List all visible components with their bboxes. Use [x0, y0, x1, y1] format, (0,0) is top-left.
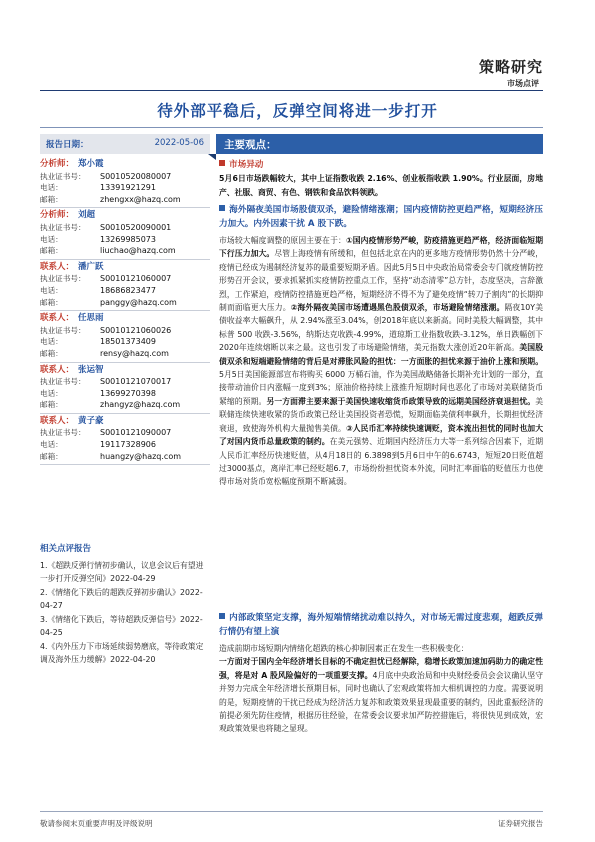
- email-address[interactable]: rensy@hazq.com: [100, 348, 169, 358]
- email-label: 邮箱：: [40, 246, 63, 256]
- analyst-name: 刘超: [78, 210, 96, 221]
- analyst-block: [40, 262, 210, 311]
- footer-divider: [40, 811, 543, 812]
- header-fold-decoration: [208, 154, 216, 160]
- email-address[interactable]: huangzy@hazq.com: [100, 451, 182, 461]
- red-square-icon: [219, 160, 225, 166]
- related-report-item[interactable]: 4.《内外压力下市场延续弱势磨底，等待政策定调及海外压力缓解》2022-04-20: [40, 642, 204, 664]
- main-points-header: [216, 134, 543, 154]
- analyst-name: 黄子豪: [78, 415, 104, 426]
- analyst-role-line: [40, 159, 210, 171]
- market-move-text: 5月6日市场跌幅较大，其中上证指数收跌 2.16%、创业板指收跌 1.90%。行业层面，房地产、社服、商贸、有色、钢铁和食品饮料领跌。: [219, 174, 543, 197]
- phone-number: 13699270398: [100, 388, 156, 398]
- analyst-block: [40, 159, 210, 208]
- related-report-item[interactable]: 3.《情绪化下跌后，等待超跌反弹信号》2022-04-25: [40, 615, 203, 637]
- cause-2-text: 隔夜10Y美债收益率大幅飙升，从 2.94%涨至3.04%，创2018年底以来新高。同时美股大幅调整，其中标普 500 收跌-3.56%，纳斯达克收跌-4.99%，道琼斯工业指数收跌-3.12%，单日跌幅创下2020年连续熔断以来之最。这也引发了市场避险情绪，美元指数大涨创近20年新高。: [219, 303, 543, 353]
- analyst-role-line: [40, 262, 210, 274]
- cert-label: 执业证书号：: [40, 325, 86, 335]
- related-reports-list: [40, 560, 210, 668]
- phone-number: 18501373409: [100, 337, 156, 347]
- recession-text: 美联储连续快速收紧的货币政策已经让美国投资者恐慌，短期面临美债利率飙升，长期担忧经济衰退，致使海外机构大量抛售美债。: [219, 396, 544, 433]
- analyst-block: [40, 210, 210, 259]
- main-points-heading: 主要观点：: [224, 139, 277, 151]
- email-address[interactable]: liuchao@hazq.com: [100, 246, 176, 256]
- phone-label: 电话：: [40, 183, 63, 193]
- analyst-divider: [40, 259, 210, 260]
- analyst-name: 张运智: [78, 364, 104, 375]
- analyst-role-line: [40, 210, 210, 222]
- report-date-value: 2022-05-06: [154, 138, 204, 148]
- analyst-role-line: [40, 313, 210, 325]
- report-subcategory: 市场点评: [507, 79, 539, 88]
- analyst-role: 联系人：: [40, 364, 75, 375]
- phone-label: 电话：: [40, 388, 63, 398]
- paragraph-policy: [219, 642, 543, 736]
- paragraph-causes: [219, 234, 543, 489]
- related-report-item[interactable]: 2.《情绪化下跌后的超跌反弹初步确认》2022-04-27: [40, 588, 203, 610]
- cert-label: 执业证书号：: [40, 377, 86, 387]
- analyst-block: [40, 365, 210, 414]
- analyst-divider: [40, 362, 210, 363]
- section-overseas-domestic: [219, 203, 543, 489]
- email-label: 邮箱：: [40, 348, 63, 358]
- cert-number: S0010520090001: [100, 222, 172, 232]
- email-label: 邮箱：: [40, 297, 63, 307]
- analyst-name: 郑小霞: [78, 159, 104, 169]
- cert-number: S0010520080007: [100, 171, 172, 181]
- stagflation-bold: 美国股债双杀和短端避险情绪的背后是对滞胀风险的担忧：一方面胀的担忧来源于油价上涨和预期。: [219, 343, 544, 366]
- phone-label: 电话：: [40, 285, 63, 295]
- section-title-policy: 内部政策坚定支撑，海外短端情绪扰动难以持久，对市场无需过度悲观，超跌反弹行情仍有望上演: [219, 613, 543, 637]
- cause-2-bold: ②海外隔夜美国市场遭遇黑色股债双杀，市场避险情绪涨潮。: [290, 303, 505, 313]
- cause-1-bold: ①国内疫情形势严峻，防疫措施更趋严格，经济面临短期下行压力加大。: [219, 236, 544, 259]
- cause-3-bold: ③人民币汇率持续快速调贬，资本流出担忧的同时也加大了对国内货币总量政策的制约。: [219, 423, 544, 447]
- analyst-role: 联系人：: [40, 415, 75, 426]
- analyst-name: 任思雨: [78, 313, 104, 324]
- policy-text: 4月底中央政治局和中央财经委员会会议确认坚守并努力完成全年经济增长预期目标，同时也确认了宏观政策将加大相机调控的力度。需要说明的是，短期疫情的干扰已经成为经济活力复苏和政策效果显现最重要的制约，因此重振经济的前提必须先防住疫情，根据历往经验，在常委会议要求加严防控措施后，将很快见到成效，宏观政策效果也将随之显现。: [219, 670, 543, 734]
- cause-1-text: 尽管上海疫情有所缓和，但包括北京在内的更多地方疫情形势仍然十分严峻，疫情已经成为遏制经济复苏的最重要短期矛盾。因此5月5日中央政治局常委会专门就疫情防控形势召开会议，要求抓紧抓实疫情防控重点工作，坚持“动态清零”总方针，态度坚决，言辞激烈，工作紧迫，疫情防控措施更趋严格，短期经济不得不为了避免疫情“转刀子割肉”的长期抑制而面临更大压力。: [219, 249, 544, 313]
- analyst-role: 分析师：: [40, 210, 75, 221]
- section-market-move: [219, 158, 543, 200]
- phone-number: 19117328906: [100, 440, 156, 450]
- cert-label: 执业证书号：: [40, 428, 86, 438]
- footer-disclaimer: 敬请参阅末页重要声明及评级说明: [40, 819, 153, 828]
- analyst-divider: [40, 413, 210, 414]
- policy-bold: 一方面对于国内全年经济增长目标的不确定担忧已经解除，稳增长政策加速加码助力的确定性强，将是对 A 股风险偏好的一项重要支撑。: [219, 657, 543, 680]
- phone-label: 电话：: [40, 440, 63, 450]
- cert-number: S0010121070017: [100, 377, 172, 387]
- related-report-item[interactable]: 1.《超跌反弹行情初步确认，议息会议后有望进一步打开反弹空间》2022-04-29: [40, 561, 204, 583]
- email-label: 邮箱：: [40, 451, 63, 461]
- cert-number: S0010121060026: [100, 325, 172, 335]
- header-divider: [40, 90, 543, 91]
- blue-square-icon: [219, 205, 225, 211]
- phone-number: 13391921291: [100, 183, 156, 193]
- stagflation-text: 5月5日美国能源部宣布将购买 6000 万桶石油，作为美国战略储备长期补充计划的一部分，直接带动油价日内涨幅一度到3%；原油价格持续上涨推升短期时间也恶化了市场对美联储货币紧缩的预期。: [219, 370, 543, 406]
- policy-intro: 造成前期市场短期内情绪化超跌的核心抑制因素正在发生一些积极变化：: [219, 644, 469, 653]
- causes-intro: 市场较大幅度调整的原因主要在于：: [219, 236, 346, 245]
- cert-label: 执业证书号：: [40, 274, 86, 284]
- email-address[interactable]: zhengxx@hazq.com: [100, 194, 181, 204]
- phone-number: 13269985073: [100, 234, 156, 244]
- analyst-role-line: [40, 416, 210, 428]
- recession-bold: 另一方面滞主要来源于美国快速收缩货币政策导致的远期美国经济衰退担忧。: [266, 396, 536, 406]
- analyst-role: 联系人：: [40, 261, 75, 272]
- analyst-role: 分析师：: [40, 159, 75, 169]
- analyst-divider: [40, 310, 210, 311]
- phone-label: 电话：: [40, 234, 63, 244]
- phone-label: 电话：: [40, 337, 63, 347]
- analyst-block: [40, 313, 210, 362]
- page-title: 待外部平稳后，反弹空间将进一步打开: [157, 102, 438, 120]
- related-reports-title: 相关点评报告: [40, 544, 92, 554]
- email-label: 邮箱：: [40, 194, 63, 204]
- footer-report-type: 证券研究报告: [498, 819, 543, 828]
- blue-square-icon: [219, 613, 225, 619]
- report-date-bar: [40, 134, 210, 154]
- analyst-divider: [40, 207, 210, 208]
- analyst-role: 联系人：: [40, 313, 75, 324]
- email-label: 邮箱：: [40, 400, 63, 410]
- analyst-list: [40, 158, 210, 467]
- analyst-divider: [40, 464, 210, 465]
- cert-number: S0010121060007: [100, 274, 172, 284]
- analyst-block: [40, 416, 210, 465]
- cert-label: 执业证书号：: [40, 171, 86, 181]
- section-title-market-move: 市场异动: [229, 160, 264, 170]
- email-address[interactable]: zhangyz@hazq.com: [100, 400, 181, 410]
- section-title-overseas: 海外隔夜美国市场股债双杀，避险情绪涨潮；国内疫情防控更趋严格，短期经济压力加大。内外因素干扰 A 股下跌。: [219, 205, 543, 229]
- analyst-name: 潘广跃: [78, 261, 104, 272]
- phone-number: 18686823477: [100, 285, 156, 295]
- cause-3-text: 在美元强势、近期国内经济压力大等一系列综合因素下，近期人民币汇率经历快速贬值，从4月18日的 6.3898到5月6日中午的6.6743，短短20日贬值超过3000基点，离岸汇率已经贬超6.7，市场纷纷担忧资本外流，同时汇率面临的贬值压力也使得市场对货币宽松幅度预期不断减弱。: [219, 437, 543, 487]
- report-date-label: 报告日期：: [46, 140, 89, 150]
- analyst-role-line: [40, 365, 210, 377]
- cert-label: 执业证书号：: [40, 222, 86, 232]
- email-address[interactable]: panggy@hazq.com: [100, 297, 177, 307]
- section-policy-support: [219, 611, 543, 736]
- title-divider: [40, 127, 543, 128]
- cert-number: S0010121090007: [100, 428, 172, 438]
- report-category: 策略研究: [478, 58, 543, 76]
